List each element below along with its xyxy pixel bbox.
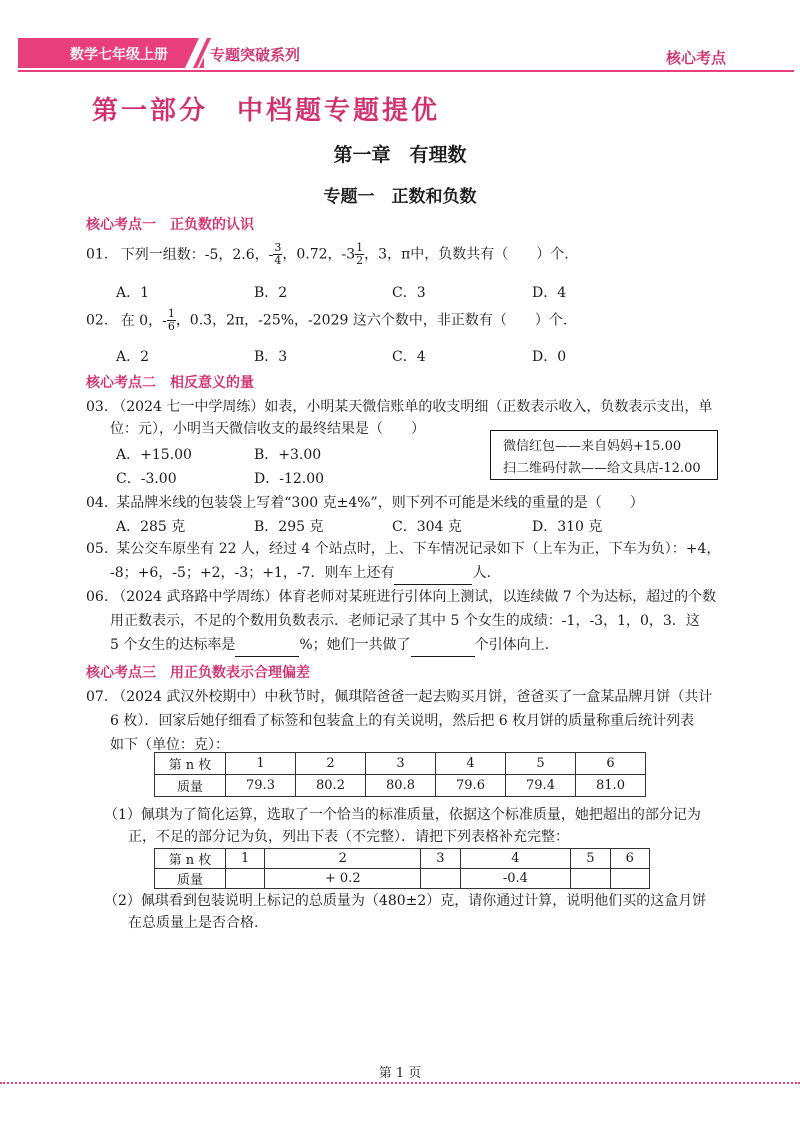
- question-02: [86, 308, 567, 333]
- option-d[interactable]: D．-12.00: [254, 471, 325, 487]
- section-heading-1: 核心考点一 正负数的认识: [86, 217, 254, 233]
- sub-question-1: （1）佩琪为了简化运算，选取了一个恰当的标准质量，依据这个标准质量，她把超出的部分记为: [104, 807, 701, 823]
- table-cell: 1: [226, 849, 265, 869]
- question-text: 某公交车原坐有 22 人，经过 4 个站点时，上、下车情况记录如下（上车为正，下车为负）：+4，: [116, 541, 721, 557]
- question-number: 07.: [86, 689, 109, 705]
- table-cell: 6: [610, 849, 649, 869]
- numerator: 1: [167, 307, 175, 320]
- section-heading-2: 核心考点二 相反意义的量: [86, 375, 254, 391]
- table-cell: 81.0: [576, 775, 646, 797]
- question-text: （2024 七一中学周练）如表，小明某天微信账单的收支明细（正数表示收入，负数表示支出，单: [112, 399, 713, 415]
- question-number: 04.: [86, 495, 109, 511]
- answer-blank[interactable]: [394, 562, 472, 585]
- question-07: [86, 686, 712, 708]
- question-text: 人.: [472, 565, 491, 581]
- question-text: ，0.72，-3: [282, 246, 356, 263]
- denominator: 4: [274, 254, 282, 267]
- book-title: 数学七年级上册: [70, 47, 168, 63]
- table-cell: 79.4: [506, 775, 576, 797]
- question-number: 01.: [86, 246, 109, 263]
- question-text-line: 正，不足的部分记为负，列出下表（不完整）．请把下列表格补充完整：: [128, 829, 569, 845]
- table-cell: 80.8: [366, 775, 436, 797]
- table-cell: 79.3: [226, 775, 296, 797]
- question-text-line: [110, 634, 549, 657]
- denominator: 6: [167, 320, 175, 333]
- question-text: （2024 武珞路中学周练）体育老师对某班进行引体向上测试，以连续做 7 个为达标，超过的个数: [112, 589, 717, 605]
- option-a[interactable]: A．1: [116, 285, 150, 301]
- deviation-table: [154, 848, 650, 889]
- question-text-line: [110, 562, 491, 585]
- option-b[interactable]: B．+3.00: [254, 447, 322, 463]
- option-b[interactable]: B．3: [254, 349, 288, 365]
- table-row: [155, 753, 646, 775]
- option-a[interactable]: A．285 克: [116, 519, 186, 535]
- question-text: ，3，π中，负数共有（ ）个.: [364, 246, 569, 263]
- question-number: 02.: [86, 312, 109, 329]
- table-cell: 80.2: [296, 775, 366, 797]
- footer-rule: [0, 1082, 800, 1084]
- option-c[interactable]: C．4: [392, 349, 426, 365]
- option-d[interactable]: D．310 克: [532, 519, 603, 535]
- option-c[interactable]: C．304 克: [392, 519, 462, 535]
- wechat-bill-box: [490, 430, 718, 480]
- denominator: 2: [356, 254, 364, 267]
- option-a[interactable]: A．+15.00: [116, 447, 192, 463]
- series-title: 专题突破系列: [210, 46, 301, 64]
- question-04: [86, 492, 644, 514]
- table-cell: 3: [421, 849, 460, 869]
- table-cell: 4: [460, 849, 571, 869]
- sub-question-2: （2）佩琪看到包装说明上标记的总质量为（480±2）克，请你通过计算，说明他们买的这盒月饼: [104, 893, 707, 909]
- numerator: 3: [274, 241, 282, 254]
- table-row: [155, 869, 650, 889]
- question-text: ，0.3̇，2π，-25%，-2029 这六个数中，非正数有（ ）个.: [175, 312, 568, 329]
- answer-cell[interactable]: [226, 869, 265, 889]
- question-number: 06.: [86, 589, 109, 605]
- option-b[interactable]: B．295 克: [254, 519, 324, 535]
- numerator: 1: [356, 241, 364, 254]
- question-text: %；她们一共做了: [299, 637, 411, 653]
- question-text-line: 如下（单位：克）：: [110, 737, 229, 753]
- topic-title: 专题一 正数和负数: [323, 187, 477, 207]
- answer-cell[interactable]: [610, 869, 649, 889]
- section-heading-3: 核心考点三 用正负数表示合理偏差: [86, 665, 310, 681]
- table-cell: 6: [576, 753, 646, 775]
- question-text-line: 6 枚）．回家后她仔细看了标签和包装盒上的有关说明，然后把 6 枚月饼的质量称重后统计列表: [110, 713, 695, 729]
- option-a[interactable]: A．2: [116, 349, 150, 365]
- table-header-cell: 第 n 枚: [155, 849, 226, 869]
- table-cell: -0.4: [460, 869, 571, 889]
- question-number: 03.: [86, 399, 109, 415]
- fraction: [355, 242, 364, 267]
- question-text: -8；+6，-5；+2，-3；+1，-7．则车上还有: [110, 565, 395, 581]
- table-cell: 4: [436, 753, 506, 775]
- answer-cell[interactable]: [421, 869, 460, 889]
- question-text: 5 个女生的达标率是: [110, 637, 236, 653]
- question-06: [86, 586, 716, 608]
- table-cell: 79.6: [436, 775, 506, 797]
- table-cell: 3: [366, 753, 436, 775]
- option-d[interactable]: D．0: [532, 349, 567, 365]
- table-header-cell: 质量: [155, 869, 226, 889]
- page-number: 第 1 页: [378, 1066, 422, 1081]
- question-text-line: 在总质量上是否合格.: [128, 915, 259, 931]
- fraction: [167, 308, 176, 333]
- question-text: 下列一组数：-5，2.6，-: [120, 246, 274, 263]
- table-cell: 2: [296, 753, 366, 775]
- table-row: [155, 849, 650, 869]
- bill-entry-expense: 扫二维码付款——给文具店-12.00: [503, 461, 701, 476]
- bill-entry-income: 微信红包——来自妈妈+15.00: [503, 439, 682, 454]
- answer-blank[interactable]: [411, 634, 475, 657]
- option-d[interactable]: D．4: [532, 285, 567, 301]
- option-c[interactable]: C．3: [392, 285, 426, 301]
- table-header-cell: 质量: [155, 775, 226, 797]
- fraction: [273, 242, 282, 267]
- question-number: 05.: [86, 541, 109, 557]
- table-cell: 5: [506, 753, 576, 775]
- table-cell: + 0.2: [265, 869, 421, 889]
- chapter-title: 第一章 有理数: [333, 144, 467, 166]
- answer-cell[interactable]: [571, 869, 610, 889]
- section-label: 核心考点: [666, 49, 727, 67]
- option-c[interactable]: C．-3.00: [116, 471, 177, 487]
- question-text: （2024 武汉外校期中）中秋节时，佩琪陪爸爸一起去购买月饼，爸爸买了一盒某品牌月饼（共计: [112, 689, 713, 705]
- question-text-line: 用正数表示，不足的个数用负数表示．老师记录了其中 5 个女生的成绩：-1，-3，1，0，3．这: [110, 613, 700, 629]
- question-text: 在 0，-: [120, 312, 167, 329]
- header-rule: [18, 70, 794, 72]
- question-03: [86, 396, 712, 418]
- table-cell: 1: [226, 753, 296, 775]
- question-text: 个引体向上.: [474, 637, 550, 653]
- answer-blank[interactable]: [235, 634, 299, 657]
- question-text: 某品牌米线的包装袋上写着“300 克±4%”，则下列不可能是米线的重量的是（ ）: [116, 495, 644, 511]
- table-cell: 2: [265, 849, 421, 869]
- table-header-cell: 第 n 枚: [155, 753, 226, 775]
- part-title: 第一部分 中档题专题提优: [92, 96, 441, 126]
- question-text-line: 位：元），小明当天微信收支的最终结果是（ ）: [110, 421, 425, 437]
- question-05: [86, 538, 720, 560]
- option-b[interactable]: B．2: [254, 285, 288, 301]
- table-cell: 5: [571, 849, 610, 869]
- question-01: [86, 242, 569, 267]
- table-row: [155, 775, 646, 797]
- mooncake-mass-table: [154, 752, 646, 797]
